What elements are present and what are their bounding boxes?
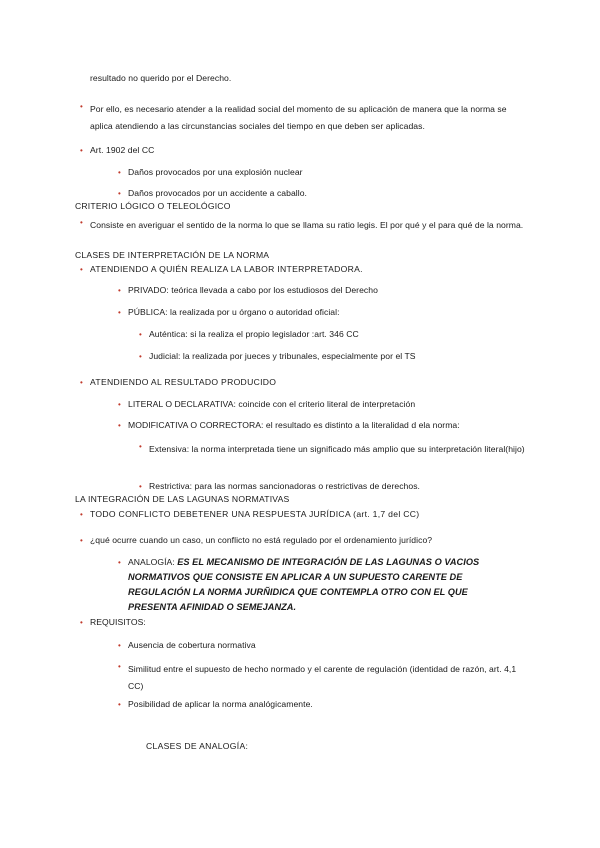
bullet-icon: • (80, 618, 83, 627)
bullet-icon: • (80, 218, 83, 227)
judicial-item: Judicial: la realizada por jueces y tribunales, especialmente por el TS (149, 351, 416, 361)
continuation-text: resultado no querido por el Derecho. (90, 73, 232, 83)
atendiendo-quien-item: ATENDIENDO A QUIÉN REALIZA LA LABOR INTERPRETADORA. (90, 264, 363, 274)
bullet-icon: • (118, 558, 121, 567)
restrictiva-item: Restrictiva: para las normas sancionadoras o restrictivas de derechos. (149, 481, 420, 491)
bullet-icon: • (118, 662, 121, 671)
analogia-label: ANALOGÍA: (128, 557, 178, 567)
bullet-icon: • (80, 102, 83, 111)
todo-conflicto-item: TODO CONFLICTO DEBETENER UNA RESPUESTA JURÍDICA (art. 1,7 del CC) (90, 509, 420, 519)
social-reality-item: Por ello, es necesario atender a la realidad social del momento de su aplicación de manera que la norma se aplica atendiendo a las circunstancias sociales del tiempo en que deben ser aplicadas. (90, 104, 507, 131)
heading-clases-interpretacion: CLASES DE INTERPRETACIÓN DE LA NORMA (75, 250, 270, 260)
bullet-icon: • (139, 352, 142, 361)
bullet-icon: • (80, 378, 83, 387)
requisito-posibilidad: Posibilidad de aplicar la norma analógicamente. (128, 699, 313, 709)
publica-item: PÚBLICA: la realizada por u órgano o autoridad oficial: (128, 307, 340, 317)
bullet-icon: • (80, 536, 83, 545)
bullet-icon: • (118, 700, 121, 709)
modificativa-item: MODIFICATIVA O CORRECTORA: el resultado es distinto a la literalidad d ela norma: (128, 420, 460, 430)
bullet-icon: • (80, 510, 83, 519)
art-1902-item: Art. 1902 del CC (90, 145, 155, 155)
analogia-definition: ES EL MECANISMO DE INTEGRACIÓN DE LAS LAGUNAS O VACIOS NORMATIVOS QUE CONSISTE EN APLICAR A UN SUPUESTO CARENTE DE REGULACIÓN LA NORMA JURÑIDICA QUE CONTEMPLA OTRO CON EL QUE PRESENTA AFINIDAD O SEMEJANZA. (128, 557, 480, 612)
bullet-icon: • (118, 308, 121, 317)
bullet-icon: • (80, 146, 83, 155)
bullet-icon: • (118, 189, 121, 198)
pregunta-item: ¿qué ocurre cuando un caso, un conflicto no está regulado por el ordenamiento jurídico? (90, 535, 433, 545)
heading-criterio-logico: CRITERIO LÓGICO O TELEOLÓGICO (75, 201, 231, 211)
bullet-icon: • (118, 168, 121, 177)
bullet-icon: • (118, 421, 121, 430)
bullet-icon: • (139, 330, 142, 339)
privado-item: PRIVADO: teórica llevada a cabo por los estudiosos del Derecho (128, 285, 378, 295)
bullet-icon: • (118, 400, 121, 409)
bullet-icon: • (139, 482, 142, 491)
danos-item-nuclear: Daños provocados por una explosión nuclear (128, 167, 303, 177)
requisitos-item: REQUISITOS: (90, 617, 146, 627)
literal-item: LITERAL O DECLARATIVA: coincide con el criterio literal de interpretación (128, 399, 416, 409)
bullet-icon: • (118, 286, 121, 295)
bullet-icon: • (139, 442, 142, 451)
bullet-icon: • (118, 641, 121, 650)
analogia-item (128, 555, 508, 615)
autentica-item: Auténtica: si la realiza el propio legislador :art. 346 CC (149, 329, 359, 339)
requisito-similitud: Similitud entre el supuesto de hecho normado y el carente de regulación (identidad de razón, art. 4,1 CC) (128, 664, 517, 691)
clases-analogia-heading: CLASES DE ANALOGÍA: (146, 741, 249, 751)
atendiendo-resultado-item: ATENDIENDO AL RESULTADO PRODUCIDO (90, 377, 277, 387)
danos-item-caballo: Daños provocados por un accidente a caballo. (128, 188, 307, 198)
bullet-icon: • (80, 265, 83, 274)
heading-integracion-lagunas: LA INTEGRACIÓN DE LAS LAGUNAS NORMATIVAS (75, 494, 290, 504)
extensiva-item: Extensiva: la norma interpretada tiene un significado más amplio que su interpretación literal(hijo) (149, 444, 525, 454)
criterio-logico-text: Consiste en averiguar el sentido de la norma lo que se llama su ratio legis. El por qué y el para qué de la norma. (90, 220, 524, 230)
requisito-ausencia: Ausencia de cobertura normativa (128, 640, 256, 650)
